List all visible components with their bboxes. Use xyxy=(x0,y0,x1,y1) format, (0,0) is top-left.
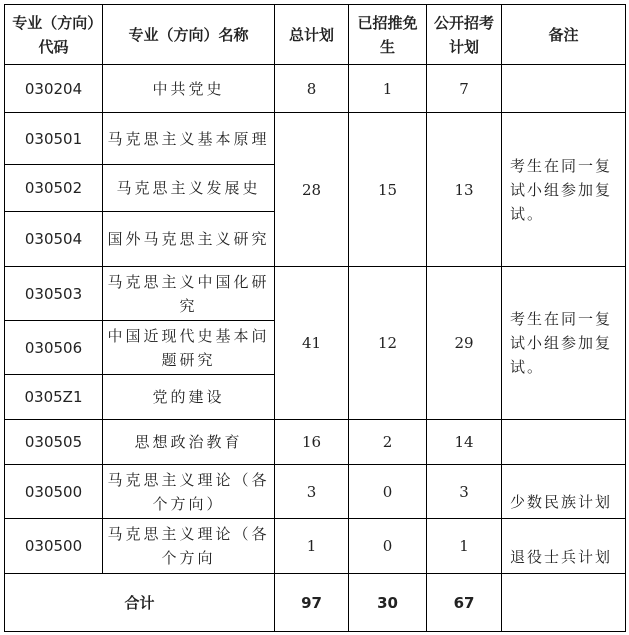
group-exempt-count: 12 xyxy=(349,267,427,420)
remark xyxy=(502,65,626,113)
exempt-count: 2 xyxy=(349,420,427,465)
total-plan: 3 xyxy=(275,465,349,519)
major-name: 思想政治教育 xyxy=(103,420,275,465)
table-row xyxy=(5,465,626,519)
header-code: 专业（方向）代码 xyxy=(5,5,103,65)
sum-remark xyxy=(502,574,626,632)
header-exempt: 已招推免生 xyxy=(349,5,427,65)
major-name: 党的建设 xyxy=(103,375,275,420)
major-code: 030503 xyxy=(5,267,103,321)
open-plan: 7 xyxy=(427,65,502,113)
major-code: 030505 xyxy=(5,420,103,465)
header-total: 总计划 xyxy=(275,5,349,65)
major-name: 马克思主义发展史 xyxy=(103,165,275,212)
group-open-plan: 13 xyxy=(427,113,502,267)
header-row xyxy=(5,5,626,65)
major-name: 马克思主义基本原理 xyxy=(103,113,275,165)
exempt-count: 0 xyxy=(349,519,427,574)
major-code: 0305Z1 xyxy=(5,375,103,420)
sum-total-plan: 97 xyxy=(275,574,349,632)
major-name: 中共党史 xyxy=(103,65,275,113)
major-name: 国外马克思主义研究 xyxy=(103,212,275,267)
table-row xyxy=(5,519,626,574)
open-plan: 3 xyxy=(427,465,502,519)
major-code: 030504 xyxy=(5,212,103,267)
header-name: 专业（方向）名称 xyxy=(103,5,275,65)
total-plan: 8 xyxy=(275,65,349,113)
remark: 少数民族计划 xyxy=(502,465,626,519)
major-code: 030204 xyxy=(5,65,103,113)
sum-exempt-count: 30 xyxy=(349,574,427,632)
table-row xyxy=(5,267,626,321)
major-code: 030502 xyxy=(5,165,103,212)
table-row xyxy=(5,420,626,465)
major-code: 030500 xyxy=(5,465,103,519)
header-remark: 备注 xyxy=(502,5,626,65)
total-plan: 1 xyxy=(275,519,349,574)
enrollment-plan-table xyxy=(4,4,626,632)
group-exempt-count: 15 xyxy=(349,113,427,267)
remark: 退役士兵计划 xyxy=(502,519,626,574)
exempt-count: 0 xyxy=(349,465,427,519)
major-name: 中国近现代史基本问题研究 xyxy=(103,321,275,375)
remark xyxy=(502,420,626,465)
total-plan: 16 xyxy=(275,420,349,465)
table-row xyxy=(5,65,626,113)
open-plan: 1 xyxy=(427,519,502,574)
major-code: 030501 xyxy=(5,113,103,165)
group-total-plan: 41 xyxy=(275,267,349,420)
open-plan: 14 xyxy=(427,420,502,465)
group-remark: 考生在同一复试小组参加复试。 xyxy=(502,267,626,420)
major-code: 030506 xyxy=(5,321,103,375)
major-name: 马克思主义理论（各个方向） xyxy=(103,465,275,519)
major-name: 马克思主义中国化研究 xyxy=(103,267,275,321)
group-total-plan: 28 xyxy=(275,113,349,267)
total-row xyxy=(5,574,626,632)
major-code: 030500 xyxy=(5,519,103,574)
header-open: 公开招考计划 xyxy=(427,5,502,65)
major-name: 马克思主义理论（各个方向 xyxy=(103,519,275,574)
exempt-count: 1 xyxy=(349,65,427,113)
group-open-plan: 29 xyxy=(427,267,502,420)
sum-open-plan: 67 xyxy=(427,574,502,632)
group-remark: 考生在同一复试小组参加复试。 xyxy=(502,113,626,267)
total-label: 合计 xyxy=(5,574,275,632)
table-row xyxy=(5,113,626,165)
